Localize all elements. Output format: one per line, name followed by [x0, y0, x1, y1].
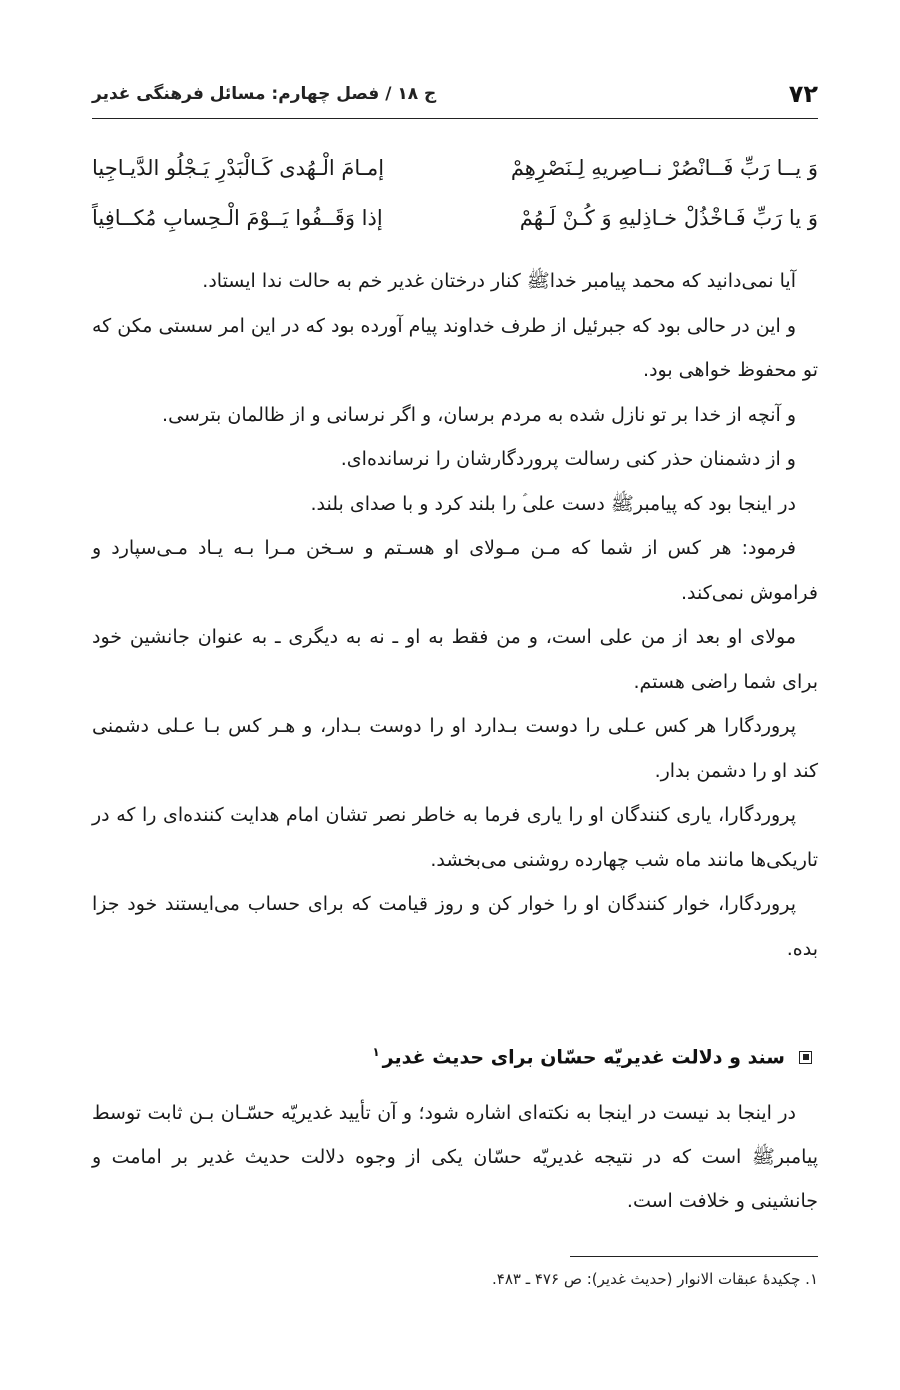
footnote: ۱. چکیدهٔ عبقات الانوار (حدیث غدیر): ص ۴۷۶ ـ ۴۸۳.	[491, 1270, 818, 1288]
hemistich-first: وَ يــا رَبِّ فَــانْصُرْ نــاصِريهِ لِـنَصْرِهِمْ	[510, 156, 818, 180]
running-title: ج ۱۸ / فصل چهارم: مسائل فرهنگی غدیر	[92, 84, 437, 104]
paragraph: پروردگارا، خوار کنندگان او را خوار کن و روز قیامت که برای حساب می‌ایستند خود جزا بده.	[92, 893, 818, 960]
paragraph: پروردگارا هر کس عـلی را دوست بـدارد او را دوست بـدار، و هـر کس بـا عـلی دشمنی کند او را دشمن بدار.	[92, 715, 818, 782]
page-number: ۷۲	[788, 80, 818, 108]
poem-verse	[92, 143, 818, 193]
paragraph: پروردگارا، یاری کنندگان او را یاری فرما به خاطر نصر تشان امام هدایت کننده‌ای را که در تاریکی‌ها مانند ماه شب چهارده روشنی می‌بخشد.	[92, 804, 818, 871]
hemistich-first: وَ يا رَبِّ فَـاخْذُلْ خـاذِليهِ وَ كُـنْ لَـهُمْ	[519, 206, 818, 230]
paragraph: و از دشمنان حذر کنی رسالت پروردگارشان را نرسانده‌ای.	[340, 448, 796, 470]
paragraph: و این در حالی بود که جبرئیل از طرف خداوند پیام آورده بود که در این امر سستی مکن که تو محفوظ خواهی بود.	[92, 314, 818, 381]
section-body	[92, 1091, 818, 1223]
hemistich-second: إمـامَ الْـهُدى كَـالْبَدْرِ يَـجْلُو الدَّيـاجِيا	[92, 156, 385, 180]
paragraph: آیا نمی‌دانید که محمد پیامبر خداﷺ کنار درختان غدیر خم به حالت ندا ایستاد.	[202, 270, 796, 292]
translation-text	[92, 259, 818, 971]
paragraph: مولای او بعد از من علی است، و من فقط به او ـ نه به دیگری ـ به عنوان جانشین خود برای شما راضی هستم.	[92, 626, 818, 693]
paragraph: و آنچه از خدا بر تو نازل شده به مردم برسان، و اگر نرسانی و از ظالمان بترسی.	[162, 403, 796, 426]
section-heading	[92, 1038, 818, 1076]
hemistich-second: إذا وَقَــفُوا يَــوْمَ الْـحِسابِ مُكــافِياً	[92, 206, 383, 230]
section-title: سند و دلالت غدیریّه حسّان برای حدیث غدیر$^۱$	[372, 1045, 785, 1069]
page-header	[92, 74, 818, 114]
header-divider	[92, 118, 818, 119]
footnote-marker: ۱	[372, 1045, 380, 1060]
poem-verse	[92, 193, 818, 243]
paragraph: فرمود: هر کس از شما که مـن مـولای او هسـتم و سـخن مـرا بـه یـاد مـی‌سپارد و فراموش نمی‌کند.	[92, 537, 818, 604]
footnote-divider	[570, 1256, 818, 1257]
poem-block	[92, 143, 818, 243]
square-bullet-icon	[799, 1051, 812, 1064]
paragraph: در اینجا بد نیست در اینجا به نکته‌ای اشاره شود؛ و آن تأیید غدیریّه حسّـان بـن ثابت توسط پیامبرﷺ است که در نتیجه غدیریّه حسّان یکی از وجوه دلالت حدیث غدیر بر امامت و جانشینی و خلافت است.	[92, 1102, 818, 1212]
paragraph: در اینجا بود که پیامبرﷺ دست علی‎ؑ را بلند کرد و با صدای بلند.	[310, 492, 796, 515]
